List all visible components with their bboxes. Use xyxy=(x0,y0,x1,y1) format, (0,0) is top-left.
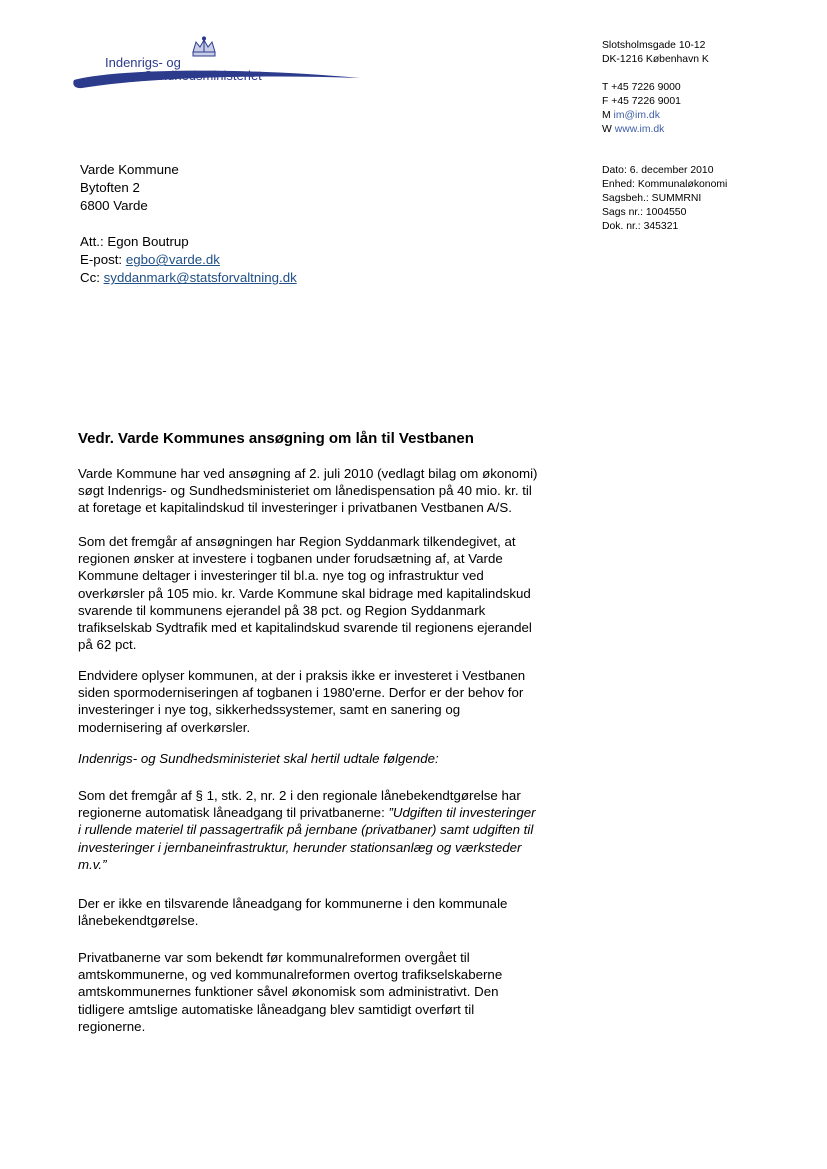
letter-subject: Vedr. Varde Kommunes ansøgning om lån til Vestbanen xyxy=(78,430,474,447)
paragraph-5 xyxy=(78,787,536,873)
quote-text: ”Udgiften til investeringer xyxy=(388,805,536,821)
recipient-contacts xyxy=(80,233,297,288)
paragraph-line: overkørsler på 105 mio. kr. Varde Kommune skal bidrage med kapitalindskud xyxy=(78,585,531,601)
recipient-city: 6800 Varde xyxy=(80,198,148,214)
paragraph-line: svarende til kommunens ejerandel på 38 pct. og Region Syddanmark xyxy=(78,602,486,618)
recipient-address xyxy=(80,161,179,216)
contact-mail xyxy=(602,109,681,123)
paragraph-4-statement-intro xyxy=(78,750,439,767)
crown-icon xyxy=(193,37,215,56)
paragraph-line: Endvidere oplyser kommunen, at der i praksis ikke er investeret i Vestbanen xyxy=(78,668,526,683)
contact-phone xyxy=(602,81,681,95)
paragraph-line: Kommune deltager i investeringer til bl.a. nye tog og infrastruktur ved xyxy=(78,568,484,584)
fax-number: +45 7226 9001 xyxy=(611,96,681,107)
meta-doc-no: Dok. nr.: 345321 xyxy=(602,221,679,232)
contact-web xyxy=(602,123,681,137)
paragraph-1 xyxy=(78,465,537,517)
sender-address xyxy=(602,39,709,67)
meta-date: Dato: 6. december 2010 xyxy=(602,165,714,176)
web-prefix: W xyxy=(602,124,612,135)
quote-line: i rullende materiel til passagertrafik på jernbane (privatbaner) samt udgiften til xyxy=(78,822,534,838)
paragraph-line: investeringer i nye tog, sikkerhedssystemer, samt en sanering og xyxy=(78,702,461,718)
recipient-street: Bytoften 2 xyxy=(80,180,140,196)
web-link[interactable]: www.im.dk xyxy=(614,124,665,135)
paragraph-line: Indenrigs- og Sundhedsministeriet skal hertil udtale følgende: xyxy=(78,751,439,766)
address-street: Slotsholmsgade 10-12 xyxy=(602,40,706,51)
paragraph-line: siden spormoderniseringen af togbanen i 1980'erne. Derfor er der behov for xyxy=(78,685,524,701)
meta-unit: Enhed: Kommunaløkonomi xyxy=(602,179,728,190)
paragraph-line: på 62 pct. xyxy=(78,637,137,653)
cc-email-link[interactable]: syddanmark@statsforvaltning.dk xyxy=(103,270,297,286)
paragraph-6 xyxy=(78,895,507,929)
paragraph-line: Som det fremgår af § 1, stk. 2, nr. 2 i den regionale lånebekendtgørelse har xyxy=(78,788,521,803)
fax-prefix: F xyxy=(602,96,609,107)
paragraph-3 xyxy=(78,667,525,736)
sender-contact xyxy=(602,81,681,137)
paragraph-line: at foretage et kapitalindskud til investeringer i privatbanen Vestbanen A/S. xyxy=(78,500,512,516)
paragraph-line: Som det fremgår af ansøgningen har Region Syddanmark tilkendegivet, at xyxy=(78,534,516,549)
recipient-name: Varde Kommune xyxy=(80,162,179,177)
paragraph-line: modernisering af overkørsler. xyxy=(78,719,251,735)
recipient-cc-line xyxy=(80,269,297,287)
paragraph-line: Der er ikke en tilsvarende låneadgang for kommunerne i den kommunale xyxy=(78,896,508,911)
document-meta xyxy=(602,164,727,234)
logo-text-line1: Indenrigs- og xyxy=(105,55,181,70)
recipient-email-line xyxy=(80,251,297,269)
paragraph-line: lånebekendtgørelse. xyxy=(78,913,199,929)
contact-fax xyxy=(602,95,681,109)
paragraph-line: Privatbanerne var som bekendt før kommunalreformen overgået til xyxy=(78,950,470,965)
paragraph-line: regionen ønsker at investere i togbanen under forudsætning af, at Varde xyxy=(78,551,503,567)
logo-text-line2: Sundhedsministeriet xyxy=(144,68,262,83)
paragraph-7 xyxy=(78,949,502,1035)
paragraph-line: amtskommunernes funktioner såvel økonomisk som administrativt. Den xyxy=(78,984,499,1000)
paragraph-line: tidligere amtslige automatiske låneadgang blev samtidigt overført til xyxy=(78,1001,475,1017)
recipient-email-link[interactable]: egbo@varde.dk xyxy=(125,252,220,268)
recipient-att: Att.: Egon Boutrup xyxy=(80,234,189,249)
paragraph-line: Varde Kommune har ved ansøgning af 2. juli 2010 (vedlagt bilag om økonomi) xyxy=(78,466,538,481)
quote-line: m.v.” xyxy=(78,856,107,872)
cc-label: Cc: xyxy=(80,270,100,286)
paragraph-text: regionerne automatisk låneadgang til privatbanerne: xyxy=(78,805,389,821)
meta-case-no: Sags nr.: 1004550 xyxy=(602,207,687,218)
paragraph-line xyxy=(78,804,536,821)
paragraph-2 xyxy=(78,533,532,653)
paragraph-line: amtskommunerne, og ved kommunalreformen overtog trafikselskaberne xyxy=(78,967,503,983)
quote-line: investeringer i jernbaneinfrastruktur, herunder stationsanlæg og værksteder xyxy=(78,839,522,855)
ministry-logo xyxy=(72,36,364,92)
phone-number: +45 7226 9000 xyxy=(611,82,681,93)
meta-handler: Sagsbeh.: SUMMRNI xyxy=(602,193,702,204)
paragraph-line: trafikselskab Sydtrafik med et kapitalindskud svarende til regionens ejerandel xyxy=(78,619,532,635)
mail-prefix: M xyxy=(602,110,611,121)
address-city: DK-1216 København K xyxy=(602,54,709,65)
email-label: E-post: xyxy=(80,252,123,268)
phone-prefix: T xyxy=(602,82,609,93)
paragraph-line: regionerne. xyxy=(78,1018,146,1034)
paragraph-line: søgt Indenrigs- og Sundhedsministeriet om lånedispensation på 40 mio. kr. til xyxy=(78,483,532,499)
mail-link[interactable]: im@im.dk xyxy=(613,110,660,121)
